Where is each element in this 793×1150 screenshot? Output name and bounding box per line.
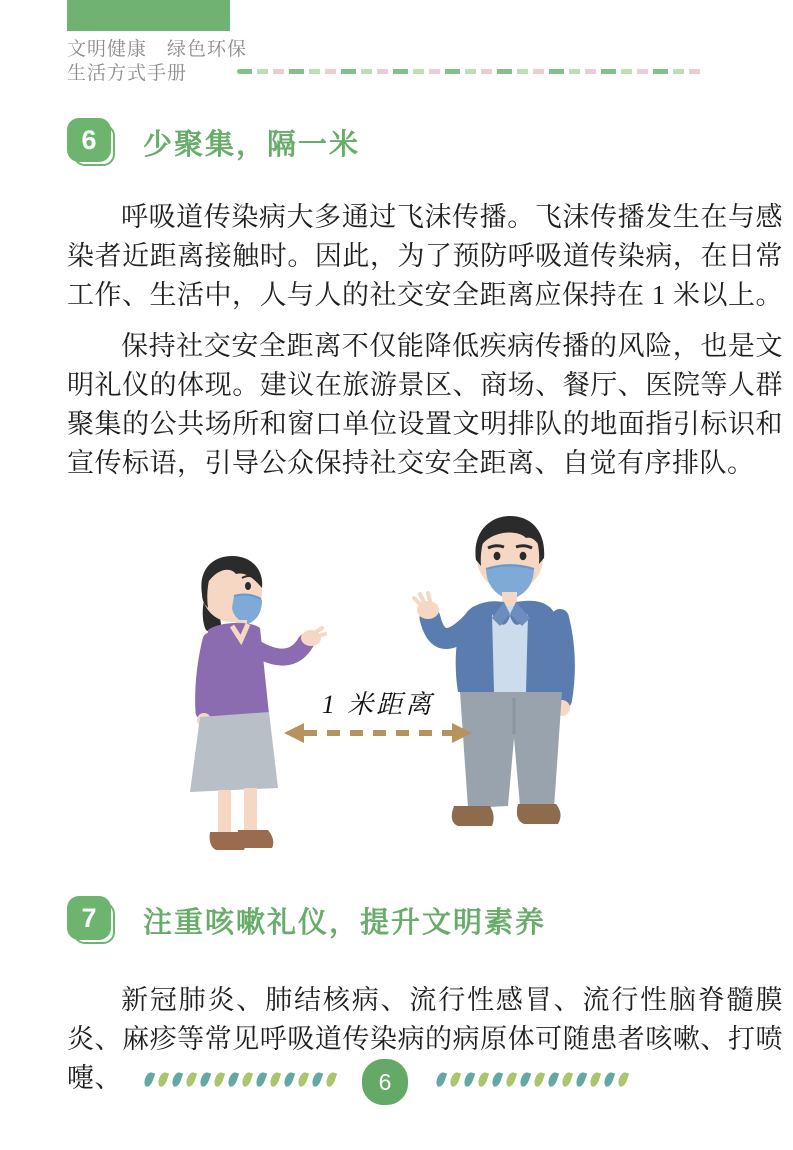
leaf-icon	[561, 1071, 573, 1088]
section-6-title: 少聚集，隔一米	[143, 128, 361, 161]
leaf-icon	[603, 1071, 615, 1088]
leaf-icon	[185, 1071, 197, 1088]
booklet-title-line2: 生活方式手册	[67, 63, 188, 84]
leaf-icon	[477, 1071, 489, 1088]
leaf-icon	[143, 1071, 155, 1088]
decorative-dashed-line	[237, 69, 705, 74]
leaf-icon	[491, 1071, 503, 1088]
footer-leaf-row-right	[437, 1070, 627, 1088]
section-7-number: 7	[67, 896, 111, 940]
page-number-badge: 6	[362, 1059, 408, 1105]
leaf-icon	[297, 1071, 309, 1088]
leaf-icon	[311, 1071, 323, 1088]
leaf-icon	[255, 1071, 267, 1088]
leaf-icon	[171, 1071, 183, 1088]
leaf-icon	[547, 1071, 559, 1088]
section-7-number-badge	[67, 896, 113, 944]
section-7-paragraph-1: 新冠肺炎、肺结核病、流行性感冒、流行性脑脊髓膜炎、麻疹等常见呼吸道传染病的病原体可随患者咳嗽、打喷嚏、	[67, 985, 783, 1093]
leaf-icon	[435, 1071, 447, 1088]
section-7-header	[67, 896, 546, 944]
section-6-header	[67, 118, 360, 166]
one-meter-arrow	[284, 723, 472, 743]
leaf-icon	[269, 1071, 281, 1088]
leaf-icon	[199, 1071, 211, 1088]
leaf-icon	[213, 1071, 225, 1088]
section-7-title: 注重咳嗽礼仪，提升文明素养	[143, 906, 547, 939]
header-green-bar	[67, 0, 230, 31]
social-distance-illustration	[148, 498, 648, 870]
section-6-number-badge	[67, 118, 113, 166]
man-figure	[414, 516, 570, 826]
leaf-icon	[533, 1071, 545, 1088]
leaf-icon	[241, 1071, 253, 1088]
distance-label: 1 米距离	[321, 690, 435, 719]
leaf-icon	[449, 1071, 461, 1088]
footer-leaf-row-left	[145, 1070, 335, 1088]
leaf-icon	[589, 1071, 601, 1088]
leaf-icon	[519, 1071, 531, 1088]
section-6-paragraph-1: 呼吸道传染病大多通过飞沫传播。飞沫传播发生在与感染者近距离接触时。因此，为了预防呼吸道传染病，在日常工作、生活中，人与人的社交安全距离应保持在 1 米以上。	[67, 202, 783, 310]
leaf-icon	[505, 1071, 517, 1088]
leaf-icon	[575, 1071, 587, 1088]
section-6-number: 6	[67, 118, 111, 162]
leaf-icon	[227, 1071, 239, 1088]
leaf-icon	[157, 1071, 169, 1088]
booklet-title	[67, 38, 247, 86]
leaf-icon	[283, 1071, 295, 1088]
leaf-icon	[463, 1071, 475, 1088]
section-6-paragraph-2: 保持社交安全距离不仅能降低疾病传播的风险，也是文明礼仪的体现。建议在旅游景区、商场、餐厅、医院等人群聚集的公共场所和窗口单位设置文明排队的地面指引标识和宣传标语，引导公众保持社交安全距离、自觉有序排队。	[67, 331, 783, 478]
booklet-title-line1: 文明健康 绿色环保	[67, 39, 248, 60]
